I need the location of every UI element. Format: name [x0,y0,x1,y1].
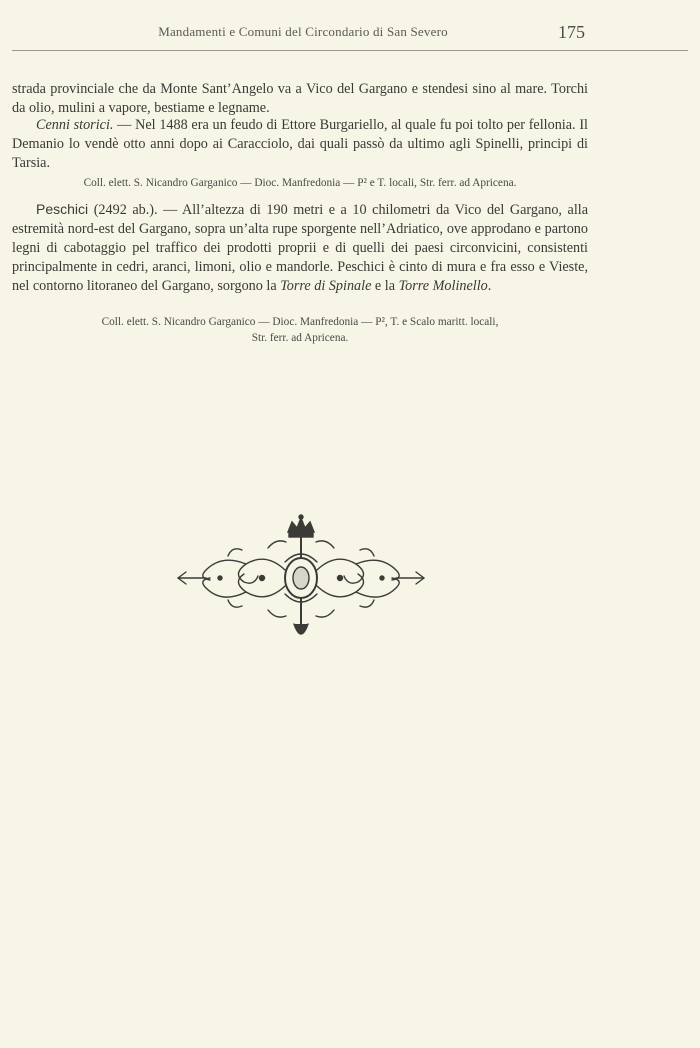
paragraph-text: (2492 ab.). — All’altezza di 190 metri e a 10 chilometri da Vico del Gargano, alla estremità nord-est del Gargano, sopra un’alta rupe sporgente nell’Adriatico, ove approdano e partono legni di cabotaggio pel traffico dei prodotti proprii e di quelli dei paesi circonvicini, consistenti principalmente in cedri, aranci, limoni, olio e mandorle. Peschici è cinto di mura e fra esso e Vieste, nel contorno litoraneo del Gargano, sorgono la [12,202,588,294]
section-label: Cenni storici. [36,117,114,133]
note-text: Coll. elett. S. Nicandro Garganico — Dioc. Manfredonia — P² e T. locali, Str. ferr. ad Apricena. [83,177,517,189]
place-name: Torre di Spinale [280,278,372,294]
paragraph-text: e la [371,278,399,294]
page-number: 175 [558,22,585,42]
header-title: Mandamenti e Comuni del Circondario di San Severo [158,24,448,39]
note-electoral-college-peschici [12,314,588,346]
ornament-icon [170,512,432,648]
paragraph-peschici [12,200,588,296]
note-line: Coll. elett. S. Nicandro Garganico — Dioc. Manfredonia — P², T. e Scalo maritt. locali, [101,316,499,328]
paragraph-text: strada provinciale che da Monte Sant’Angelo va a Vico del Gargano e stendesi sino al mare. Torchi da olio, mulini a vapore, bestiame e legname. [12,81,588,116]
header-rule [12,50,688,51]
paragraph-text: — Nel 1488 era un feudo di Ettore Burgariello, al quale fu poi tolto per fellonia. Il Demanio lo vendè otto anni dopo ai Caracciolo, dai quali passò da ultimo agli Spinelli, principi di Tarsia. [12,117,588,171]
paragraph-text: . [487,278,492,294]
note-electoral-college [12,175,588,191]
running-header [18,24,588,40]
paragraph-cenni-storici [12,116,588,173]
entry-name: Peschici [36,201,89,217]
place-name: Torre Molinello [398,278,488,294]
paragraph-monte-santangelo-end [12,80,588,118]
note-line: Str. ferr. ad Apricena. [251,332,349,344]
